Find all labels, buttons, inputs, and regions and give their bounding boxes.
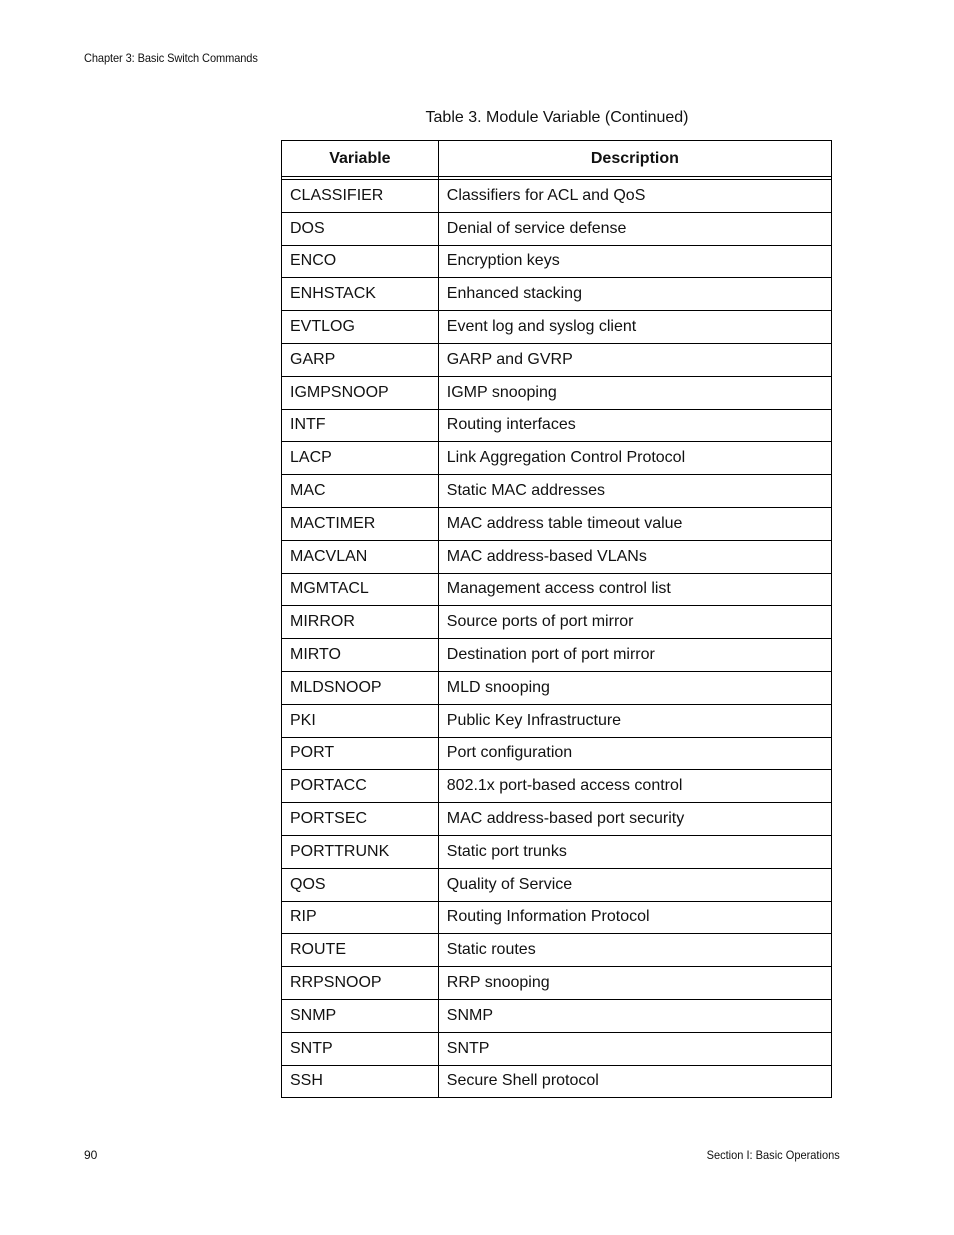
section-title: Section I: Basic Operations [706, 1148, 840, 1162]
description-cell: 802.1x port-based access control [438, 770, 831, 803]
variable-cell: MGMTACL [282, 573, 439, 606]
description-cell: Destination port of port mirror [438, 639, 831, 672]
table-row [282, 999, 832, 1032]
description-cell: Routing Information Protocol [438, 901, 831, 934]
table-row [282, 835, 832, 868]
table-row [282, 180, 832, 213]
table-caption: Table 3. Module Variable (Continued) [425, 109, 689, 126]
description-cell: Management access control list [438, 573, 831, 606]
variable-cell: PKI [282, 704, 439, 737]
page-number: 90 [84, 1148, 98, 1162]
description-cell: Port configuration [438, 737, 831, 770]
description-cell: IGMP snooping [438, 376, 831, 409]
table-row [282, 1065, 832, 1098]
variable-cell: IGMPSNOOP [282, 376, 439, 409]
description-cell: Enhanced stacking [438, 278, 831, 311]
variable-cell: SNMP [282, 999, 439, 1032]
table-row [282, 934, 832, 967]
table-row [282, 737, 832, 770]
table-row [282, 540, 832, 573]
description-cell: Public Key Infrastructure [438, 704, 831, 737]
description-cell: Static MAC addresses [438, 475, 831, 508]
variable-cell: PORTTRUNK [282, 835, 439, 868]
variable-cell: PORTACC [282, 770, 439, 803]
running-header: Chapter 3: Basic Switch Commands [84, 51, 258, 65]
table-row [282, 1032, 832, 1065]
description-cell: Static port trunks [438, 835, 831, 868]
table-row [282, 967, 832, 1000]
table-row [282, 639, 832, 672]
description-cell: SNMP [438, 999, 831, 1032]
description-cell: MAC address-based VLANs [438, 540, 831, 573]
variable-cell: PORT [282, 737, 439, 770]
variable-cell: EVTLOG [282, 311, 439, 344]
table-body [282, 180, 832, 1098]
column-header-description: Description [438, 141, 831, 177]
variable-cell: RRPSNOOP [282, 967, 439, 1000]
description-cell: MAC address-based port security [438, 803, 831, 836]
variable-cell: SNTP [282, 1032, 439, 1065]
description-cell: RRP snooping [438, 967, 831, 1000]
description-cell: GARP and GVRP [438, 343, 831, 376]
variable-cell: MIRTO [282, 639, 439, 672]
table-row [282, 507, 832, 540]
table-row [282, 245, 832, 278]
variable-cell: CLASSIFIER [282, 180, 439, 213]
table-row [282, 475, 832, 508]
table-row [282, 606, 832, 639]
variable-cell: MLDSNOOP [282, 671, 439, 704]
table-row [282, 442, 832, 475]
table-row [282, 671, 832, 704]
table-row [282, 376, 832, 409]
description-cell: Routing interfaces [438, 409, 831, 442]
table-row [282, 573, 832, 606]
table-row [282, 278, 832, 311]
variable-cell: ENHSTACK [282, 278, 439, 311]
description-cell: Secure Shell protocol [438, 1065, 831, 1098]
module-variable-table [281, 140, 832, 1098]
description-cell: SNTP [438, 1032, 831, 1065]
table-row [282, 343, 832, 376]
table-row [282, 901, 832, 934]
table-row [282, 409, 832, 442]
variable-cell: ENCO [282, 245, 439, 278]
description-cell: Denial of service defense [438, 212, 831, 245]
variable-cell: QOS [282, 868, 439, 901]
description-cell: Event log and syslog client [438, 311, 831, 344]
table-row [282, 770, 832, 803]
description-cell: Source ports of port mirror [438, 606, 831, 639]
variable-cell: MACVLAN [282, 540, 439, 573]
description-cell: Encryption keys [438, 245, 831, 278]
table-row [282, 704, 832, 737]
variable-cell: PORTSEC [282, 803, 439, 836]
description-cell: MAC address table timeout value [438, 507, 831, 540]
variable-cell: SSH [282, 1065, 439, 1098]
description-cell: Classifiers for ACL and QoS [438, 180, 831, 213]
variable-cell: MACTIMER [282, 507, 439, 540]
table-header-row [282, 141, 832, 177]
variable-cell: ROUTE [282, 934, 439, 967]
description-cell: Quality of Service [438, 868, 831, 901]
variable-cell: INTF [282, 409, 439, 442]
column-header-variable: Variable [282, 141, 439, 177]
variable-cell: MIRROR [282, 606, 439, 639]
variable-cell: LACP [282, 442, 439, 475]
variable-cell: DOS [282, 212, 439, 245]
variable-cell: MAC [282, 475, 439, 508]
description-cell: MLD snooping [438, 671, 831, 704]
table-row [282, 803, 832, 836]
description-cell: Link Aggregation Control Protocol [438, 442, 831, 475]
variable-cell: RIP [282, 901, 439, 934]
table-row [282, 868, 832, 901]
table-row [282, 311, 832, 344]
variable-cell: GARP [282, 343, 439, 376]
description-cell: Static routes [438, 934, 831, 967]
table-row [282, 212, 832, 245]
